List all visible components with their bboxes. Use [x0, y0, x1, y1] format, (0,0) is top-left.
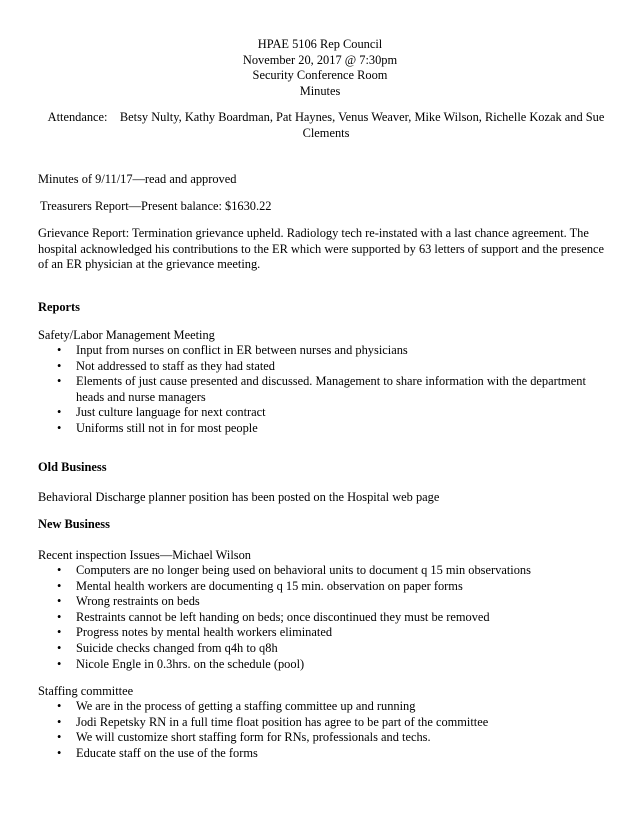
- list-item: • Just culture language for next contract: [38, 405, 598, 421]
- list-item: • Not addressed to staff as they had stated: [38, 359, 598, 375]
- old-business-text: Behavioral Discharge planner position has been posted on the Hospital web page: [38, 490, 440, 504]
- document-header: [0, 37, 640, 99]
- meeting-location: Security Conference Room: [252, 68, 388, 83]
- list-item: • Suicide checks changed from q4h to q8h: [38, 641, 613, 657]
- list-item: • Mental health workers are documenting q 15 min. observation on paper forms: [38, 579, 613, 595]
- meeting-date: November 20, 2017 @ 7:30pm: [242, 52, 398, 67]
- org-title: HPAE 5106 Rep Council: [257, 37, 383, 51]
- minutes-approval: Minutes of 9/11/17—read and approved: [38, 172, 237, 186]
- list-item: • Educate staff on the use of the forms: [38, 746, 613, 762]
- treasurer-report: Treasurers Report—Present balance: $1630.22: [40, 199, 272, 213]
- list-item: • Elements of just cause presented and discussed. Management to share information with the department heads and nurse managers: [38, 374, 598, 405]
- list-item: • We are in the process of getting a staffing committee up and running: [38, 699, 613, 715]
- new-business-heading: New Business: [38, 517, 110, 531]
- list-item: • Wrong restraints on beds: [38, 594, 613, 610]
- reports-heading: Reports: [38, 300, 80, 314]
- list-item: • Nicole Engle in 0.3hrs. on the schedule (pool): [38, 657, 613, 673]
- attendance-block: [40, 110, 612, 141]
- reports-subheading: Safety/Labor Management Meeting: [38, 328, 215, 342]
- list-item: • We will customize short staffing form for RNs, professionals and techs.: [38, 730, 613, 746]
- reports-list: [38, 343, 598, 437]
- inspection-list: [38, 563, 613, 672]
- doc-type: Minutes: [299, 83, 341, 98]
- list-item: • Progress notes by mental health workers eliminated: [38, 625, 613, 641]
- list-item: • Input from nurses on conflict in ER between nurses and physicians: [38, 343, 598, 359]
- grievance-report: Grievance Report: Termination grievance upheld. Radiology tech re-instated with a last chance agreement. The hospital acknowledged his contributions to the ER which were supported by 63 letters of support and the presence of an ER physician at the grievance meeting.: [38, 226, 605, 272]
- staffing-title: Staffing committee: [38, 684, 134, 698]
- list-item: • Computers are no longer being used on behavioral units to document q 15 min observations: [38, 563, 613, 579]
- inspection-title: Recent inspection Issues—Michael Wilson: [38, 548, 251, 562]
- list-item: • Jodi Repetsky RN in a full time float position has agree to be part of the committee: [38, 715, 613, 731]
- staffing-list: [38, 699, 613, 761]
- list-item: • Uniforms still not in for most people: [38, 421, 598, 437]
- attendance-label: Attendance:: [47, 110, 108, 124]
- list-item: • Restraints cannot be left handing on beds; once discontinued they must be removed: [38, 610, 613, 626]
- attendance-names: Betsy Nulty, Kathy Boardman, Pat Haynes, Venus Weaver, Mike Wilson, Richelle Kozak and Sue Clements: [119, 110, 605, 140]
- old-business-heading: Old Business: [38, 460, 107, 474]
